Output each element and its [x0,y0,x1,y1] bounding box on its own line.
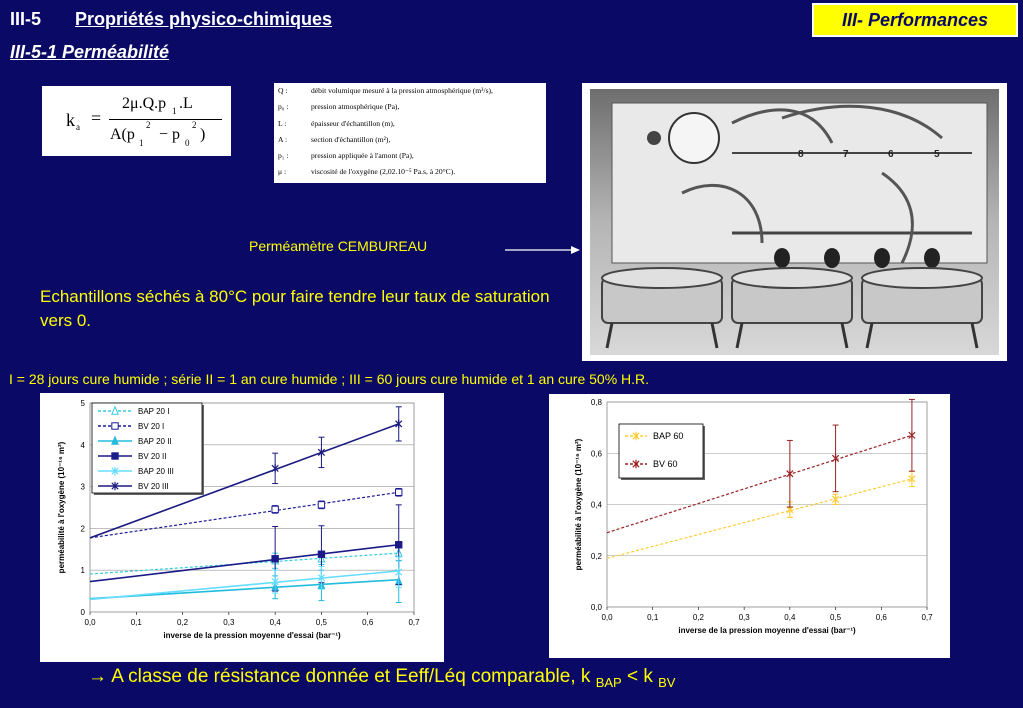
x-tick-label: 0,7 [408,618,420,627]
formula-equals: = [91,108,102,128]
data-point [272,556,278,562]
formula-denominator-sub1: 1 [139,138,144,148]
formula-lhs: k [66,110,75,130]
y-tick-label: 0,2 [590,551,602,561]
conclusion-sub-bv: BV [658,674,676,690]
legend-label: BAP 60 [653,431,684,441]
series-definition: I = 28 jours cure humide ; série II = 1 an cure humide ; III = 60 jours cure humide et 1 an cure 50% H.R. [9,371,650,387]
y-tick-label: 0,6 [590,449,602,459]
legend-marker [112,423,118,429]
chart-bap20-bv20 [40,393,444,662]
legend-symbol: p₁ : [278,151,289,160]
x-tick-label: 0,1 [130,618,142,627]
conclusion-text [88,666,675,690]
y-tick-label: 3 [80,482,85,492]
legend-symbol: p₀ : [278,102,289,111]
conclusion-mid: < k [621,666,659,687]
permeability-formula [42,86,231,156]
conclusion-arrow-icon: → [88,666,107,687]
formula-numerator: 2μ.Q.p [122,95,167,112]
data-point [318,502,324,508]
legend-symbol: A : [278,135,288,144]
x-tick-label: 0,2 [692,613,704,622]
formula-numerator-tail: .L [179,95,193,112]
subsection-title: III-5-1 Perméabilité [10,42,170,62]
legend-description: pression atmosphérique (Pa), [311,102,400,111]
x-tick-label: 0,6 [875,613,887,622]
data-point [396,489,402,495]
formula-denominator-sup0: 2 [192,120,197,130]
legend-label: BV 20 I [138,422,165,431]
data-point [318,551,324,557]
formula-denominator-sub0: 0 [185,138,190,148]
y-tick-label: 2 [80,524,85,534]
x-tick-label: 0,6 [362,618,374,627]
x-tick-label: 0,3 [738,613,750,622]
x-tick-label: 0,0 [84,618,96,627]
y-tick-label: 0 [80,608,85,617]
chart-1-svg [40,393,444,662]
performances-badge: III- Performances [812,3,1018,37]
y-tick-label: 0,4 [590,500,602,510]
x-axis-label: inverse de la pression moyenne d'essai (bar⁻¹) [163,631,341,640]
cembureau-label: Perméamètre CEMBUREAU [249,238,428,254]
sample-preparation-note: Echantillons séchés à 80°C pour faire tendre leur taux de saturation vers 0. [40,287,550,330]
y-axis-label: perméabilité à l'oxygène (10⁻¹⁶ m²) [57,441,66,574]
y-tick-label: 1 [80,566,85,576]
chart-bap60-bv60 [549,394,950,658]
x-tick-label: 0,3 [223,618,235,627]
formula-lhs-sub: a [76,122,80,132]
formula-denominator-close: ) [200,126,206,143]
legend-description: débit volumique mesuré à la pression atmosphérique (m³/s), [311,86,493,95]
cell-number-6: 6 [888,149,894,160]
legend-symbol: Q : [278,86,288,95]
section-title: Propriétés physico-chimiques [75,9,333,29]
legend-label: BV 20 II [138,452,167,461]
cell-number-5: 5 [934,149,940,160]
cell-number-8: 8 [798,149,804,160]
legend-symbol: L : [278,119,287,128]
legend-label: BV 60 [653,459,678,469]
x-tick-label: 0,5 [315,618,327,627]
x-tick-label: 0,4 [784,613,796,622]
legend-marker [112,453,118,459]
y-tick-label: 5 [80,399,85,408]
cembureau-apparatus-photo [582,83,1007,361]
formula-denominator-sup1: 2 [146,120,151,130]
formula-denominator-a: A(p [110,126,135,143]
conclusion-main: A classe de résistance donnée et Eeff/Léq comparable, k [107,666,596,687]
chart-2-svg [549,394,950,658]
pointer-arrow-icon [505,242,581,258]
legend-description: épaisseur d'échantillon (m), [311,119,395,128]
legend-label: BAP 20 III [138,467,174,476]
data-point [272,506,278,512]
x-tick-label: 0,5 [830,613,842,622]
section-number: III-5 [10,9,42,29]
x-axis-label: inverse de la pression moyenne d'essai (bar⁻¹) [678,626,856,635]
legend-description: section d'échantillon (m²), [311,135,391,144]
y-tick-label: 0,0 [590,603,602,612]
cell-number-7: 7 [843,149,849,160]
legend-description: pression appliquée à l'amont (Pa), [311,151,414,160]
x-tick-label: 0,7 [921,613,933,622]
y-axis-label: perméabilité à l'oxygène (10⁻¹⁶ m²) [574,438,583,571]
legend-description: viscosité de l'oxygène (2,02.10⁻⁵ Pa.s, à 20°C). [311,167,456,176]
x-tick-label: 0,0 [601,613,613,622]
y-tick-label: 4 [80,440,85,450]
data-point [396,542,402,548]
formula-fraction-bar [109,119,222,120]
formula-denominator-minus: − p [159,126,181,143]
x-tick-label: 0,2 [177,618,189,627]
apparatus-illustration [582,83,1007,361]
x-tick-label: 0,1 [647,613,659,622]
y-tick-label: 0,8 [590,398,602,407]
conclusion-sub-bap: BAP [595,674,622,690]
legend-label: BV 20 III [138,482,169,491]
legend-symbol: μ : [278,167,287,176]
legend-label: BAP 20 I [138,407,170,416]
formula-symbol-legend [274,83,546,183]
legend-label: BAP 20 II [138,437,172,446]
legend-box [92,403,202,493]
x-tick-label: 0,4 [269,618,281,627]
formula-numerator-sub: 1 [172,106,177,116]
